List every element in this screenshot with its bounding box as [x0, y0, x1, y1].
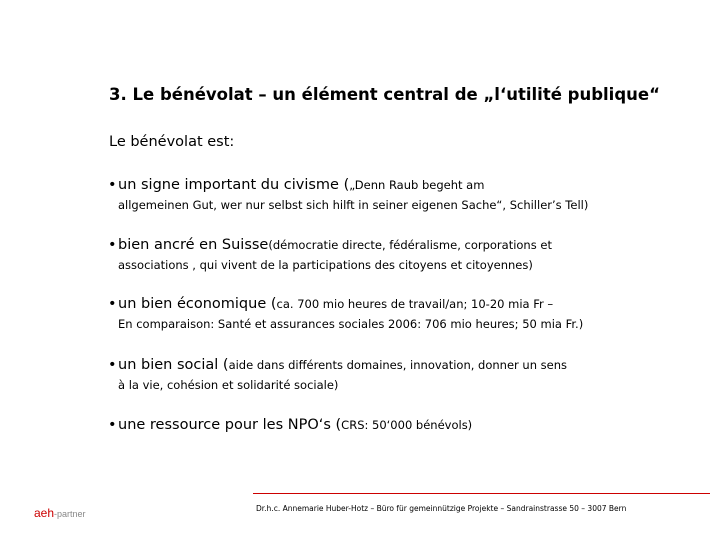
slide-subtitle: Le bénévolat est: [109, 134, 235, 150]
bullet-ressource [108, 416, 472, 434]
bullet-glyph: • [108, 177, 117, 193]
footer-address: Dr.h.c. Annemarie Huber-Hotz – Büro für gemeinnützige Projekte – Sandrainstrasse 50 – 3007 Bern [256, 504, 627, 513]
bullet-main: un bien économique ( [118, 296, 277, 312]
logo-main-text: aeh [34, 506, 55, 520]
bullet-suisse [108, 236, 552, 273]
bullet-detail: CRS: 50‘000 bénévols) [341, 418, 473, 432]
bullet-continuation: à la vie, cohésion et solidarité sociale) [118, 378, 339, 392]
bullet-glyph: • [108, 357, 117, 373]
bullet-main: un bien social ( [118, 357, 229, 373]
bullet-continuation: associations , qui vivent de la participations des citoyens et citoyennes) [118, 258, 533, 272]
bullet-main: bien ancré en Suisse [118, 237, 269, 253]
bullet-economique [108, 295, 583, 332]
bullet-glyph: • [108, 417, 117, 433]
bullet-glyph: • [108, 237, 117, 253]
bullet-detail: ca. 700 mio heures de travail/an; 10-20 mia Fr – [276, 297, 554, 311]
logo-sub-text: -partner [54, 509, 86, 519]
bullet-civisme [108, 176, 588, 213]
bullet-detail: „Denn Raub begeht am [349, 178, 485, 192]
bullet-glyph: • [108, 296, 117, 312]
bullet-main: une ressource pour les NPO‘s ( [118, 417, 342, 433]
bullet-detail: (démocratie directe, fédéralisme, corporations et [268, 238, 552, 252]
bullet-detail: aide dans différents domaines, innovation, donner un sens [228, 358, 568, 372]
bullet-continuation: allgemeinen Gut, wer nur selbst sich hilft in seiner eigenen Sache“, Schiller’s Tell) [118, 198, 589, 212]
aeh-partner-logo [34, 502, 86, 521]
bullet-continuation: En comparaison: Santé et assurances sociales 2006: 706 mio heures; 50 mia Fr.) [118, 317, 584, 331]
bullet-social [108, 356, 567, 393]
bullet-main: un signe important du civisme ( [118, 177, 350, 193]
slide-title: 3. Le bénévolat – un élément central de „l‘utilité publique“ [109, 85, 660, 104]
footer-divider [253, 493, 710, 494]
